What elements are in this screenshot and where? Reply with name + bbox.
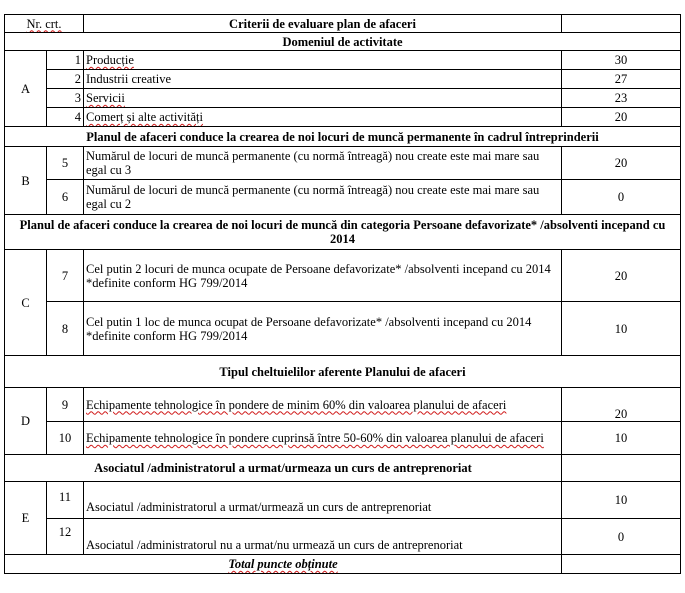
section-title-row [5, 356, 681, 388]
row-number: 9 [47, 388, 84, 422]
row-number: 8 [47, 302, 84, 356]
total-label: Total puncte obținute [228, 557, 338, 571]
header-criteria: Criterii de evaluare plan de afaceri [84, 15, 562, 33]
criterion-text: Cel putin 2 locuri de munca ocupate de Persoane defavorizate* /absolventi incepand cu 2014 [86, 261, 551, 276]
criterion-text: Echipamente tehnologice în pondere cuprinsă între 50-60% din valoarea planului de afaceri [86, 431, 544, 445]
row-criterion: Industrii creative [84, 70, 562, 89]
row-number: 7 [47, 250, 84, 302]
criterion-note: *definite conform HG 799/2014 [86, 328, 248, 343]
table-row [5, 147, 681, 180]
section-d-title: Tipul cheltuielilor aferente Planului de afaceri [5, 356, 681, 388]
row-number: 5 [47, 147, 84, 180]
row-criterion [84, 422, 562, 455]
section-a-title: Domeniul de activitate [5, 33, 681, 51]
criterion-text: Cel putin 1 loc de munca ocupat de Persoane defavorizate* /absolventi incepand cu 2014 [86, 314, 532, 329]
row-number: 12 [47, 519, 84, 555]
section-title-row [5, 215, 681, 250]
row-number: 10 [47, 422, 84, 455]
section-c-letter: C [5, 250, 47, 356]
row-criterion: Numărul de locuri de muncă permanente (cu normă întreagă) nou create este mai mare sau egal cu 3 [84, 147, 562, 180]
row-points: 30 [562, 51, 681, 70]
section-title-row [5, 33, 681, 51]
row-number: 3 [47, 89, 84, 108]
table-row [5, 388, 681, 422]
table-row [5, 108, 681, 127]
row-number: 4 [47, 108, 84, 127]
evaluation-criteria-document [4, 14, 680, 589]
row-criterion [84, 51, 562, 70]
table-row [5, 180, 681, 215]
row-criterion [84, 250, 562, 302]
section-e-title: Asociatul /administratorul a urmat/urmeaza un curs de antreprenoriat [5, 455, 562, 482]
table-row [5, 519, 681, 555]
row-points: 23 [562, 89, 681, 108]
row-points: 20 [562, 388, 681, 422]
header-row [5, 15, 681, 33]
header-nr-crt [5, 15, 84, 33]
criteria-table [4, 14, 681, 574]
row-points: 27 [562, 70, 681, 89]
row-points: 10 [562, 422, 681, 455]
criterion-text: Servicii [86, 91, 125, 105]
row-points: 10 [562, 482, 681, 519]
row-points: 0 [562, 519, 681, 555]
section-e-title-empty [562, 455, 681, 482]
table-row [5, 422, 681, 455]
section-d-letter: D [5, 388, 47, 455]
section-a-letter: A [5, 51, 47, 127]
table-row [5, 302, 681, 356]
criterion-text: Comerț și alte activități [86, 110, 203, 124]
table-row [5, 89, 681, 108]
section-c-title: Planul de afaceri conduce la crearea de noi locuri de muncă din categoria Persoane defavorizate* /absolventi incepand cu 2014 [5, 215, 681, 250]
row-number: 1 [47, 51, 84, 70]
row-points: 20 [562, 147, 681, 180]
header-points-empty [562, 15, 681, 33]
row-criterion [84, 302, 562, 356]
row-points: 20 [562, 108, 681, 127]
row-number: 6 [47, 180, 84, 215]
total-label-cell [5, 555, 562, 574]
row-points: 20 [562, 250, 681, 302]
criterion-note: *definite conform HG 799/2014 [86, 275, 248, 290]
row-points: 0 [562, 180, 681, 215]
table-row [5, 70, 681, 89]
total-points [562, 555, 681, 574]
row-criterion: Numărul de locuri de muncă permanente (cu normă întreagă) nou create este mai mare sau egal cu 2 [84, 180, 562, 215]
row-criterion [84, 388, 562, 422]
row-criterion [84, 89, 562, 108]
row-criterion [84, 108, 562, 127]
total-row [5, 555, 681, 574]
header-nr-text: Nr. crt. [26, 16, 62, 31]
table-row [5, 250, 681, 302]
section-b-title: Planul de afaceri conduce la crearea de noi locuri de muncă permanente în cadrul întreprinderii [5, 127, 681, 147]
row-criterion: Asociatul /administratorul nu a urmat/nu urmează un curs de antreprenoriat [84, 519, 562, 555]
criterion-text: Producție [86, 53, 134, 67]
row-number: 2 [47, 70, 84, 89]
section-e-letter: E [5, 482, 47, 555]
table-row [5, 482, 681, 519]
section-title-row [5, 127, 681, 147]
row-points: 10 [562, 302, 681, 356]
row-criterion: Asociatul /administratorul a urmat/urmează un curs de antreprenoriat [84, 482, 562, 519]
table-row [5, 51, 681, 70]
criterion-text: Echipamente tehnologice în pondere de minim 60% din valoarea planului de afaceri [86, 397, 507, 412]
section-b-letter: B [5, 147, 47, 215]
section-title-row [5, 455, 681, 482]
row-number: 11 [47, 482, 84, 519]
